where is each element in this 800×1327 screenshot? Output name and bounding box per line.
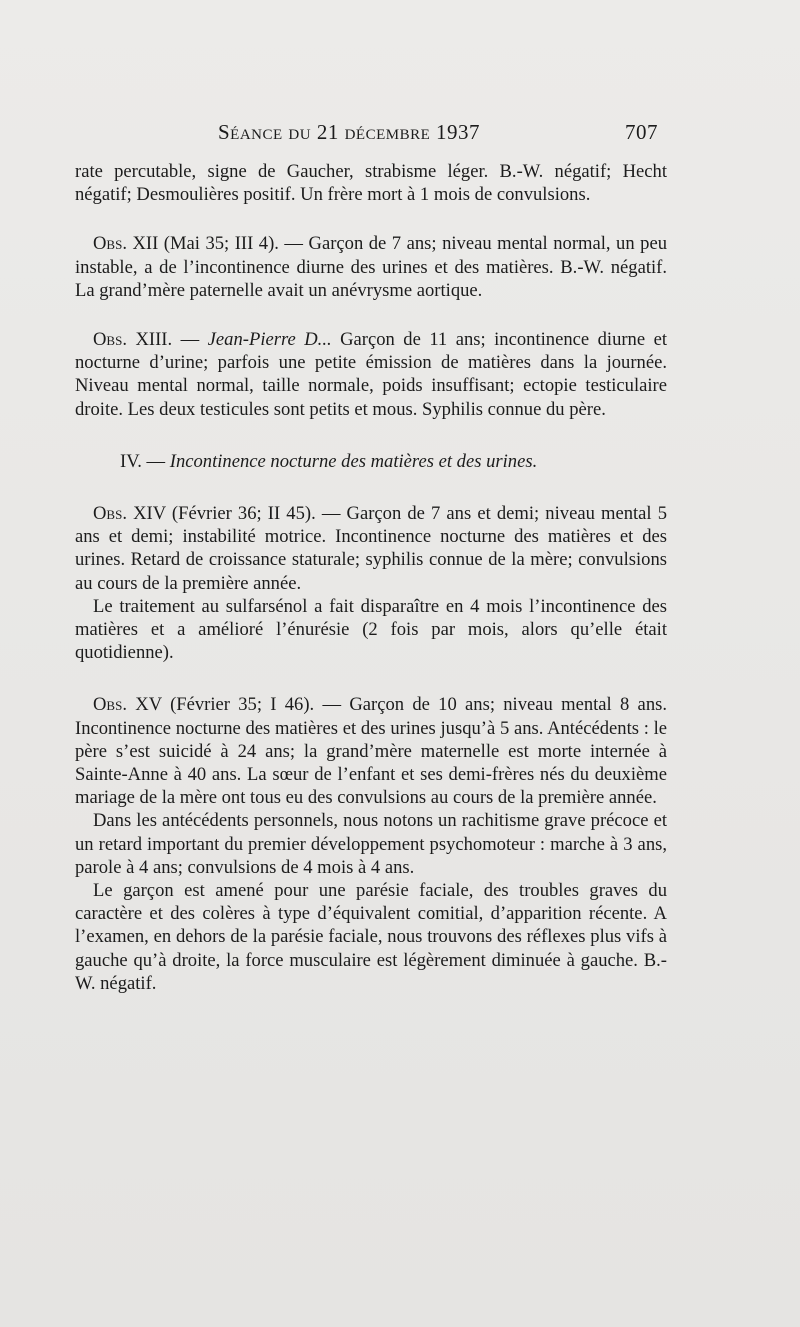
section-heading: [75, 450, 667, 473]
observation-12: [75, 232, 667, 302]
running-head-day: 21: [316, 120, 339, 144]
obs-label: Obs.: [93, 329, 127, 351]
patient-name: Jean-Pierre D...: [207, 329, 332, 351]
paragraph-continuation: [75, 160, 667, 206]
page-header: [218, 120, 658, 150]
page-number: 707: [625, 120, 658, 144]
paragraph-text: Le traitement au sulfarsénol a fait disparaître en 4 mois l’incontinence des matières et a amélioré l’énurésie (2 fois par mois, alors qu’elle était quotidienne).: [75, 595, 667, 664]
obs-pre: XIII. —: [126, 329, 208, 351]
observation-13: [75, 328, 667, 421]
section-title: Incontinence nocturne des matières et des urines.: [169, 450, 538, 472]
obs-text: XV (Février 35; I 46). — Garçon de 10 ans; niveau mental 8 ans. Incontinence nocturne des matières et des urines jusqu’à 5 ans. Antécédents : le père s’est suicidé à 24 ans; la grand’mère maternelle est morte internée à Sainte-Anne à 40 ans. La sœur de l’enfant et ses demi-frères nés du deuxième mariage de la mère ont tous eu des convulsions au cours de la première année.: [75, 694, 667, 809]
observation-14-continued: [75, 595, 667, 665]
obs-text: Garçon de 11 ans; incontinence diurne et nocturne d’urine; parfois une petite émission de matières dans la journée. Niveau mental normal, taille normale, poids insuffisant; ectopie testiculaire droite. Les deux testicules sont petits et mous. Syphilis connue du père.: [75, 329, 667, 420]
running-head-month: décembre: [344, 120, 431, 144]
obs-text: XII (Mai 35; III 4). — Garçon de 7 ans; niveau mental normal, un peu instable, a de l’incontinence diurne des urines et des matières. B.-W. négatif. La grand’mère paternelle avait un anévrysme aortique.: [75, 233, 667, 301]
paragraph-text: Dans les antécédents personnels, nous notons un rachitisme grave précoce et un retard important du premier développement psychomoteur : marche à 3 ans, parole à 4 ans; convulsions de 4 mois à 4 ans.: [75, 810, 667, 878]
paragraph-text: rate percutable, signe de Gaucher, strabisme léger. B.-W. négatif; Hecht négatif; Desmoulières positif. Un frère mort à 1 mois de convulsions.: [75, 161, 667, 206]
observation-14: [75, 502, 667, 595]
observation-15-exam: [75, 879, 667, 995]
page-body: [75, 160, 667, 995]
section-numeral: IV. —: [120, 450, 170, 472]
paragraph-text: Le garçon est amené pour une parésie faciale, des troubles graves du caractère et des colères à type d’équivalent comitial, d’apparition récente. A l’examen, en dehors de la parésie faciale, nous trouvons des réflexes plus vifs à gauche qu’à droite, la force musculaire est légèrement diminuée à gauche. B.-W. négatif.: [75, 880, 667, 994]
obs-label: Obs.: [93, 694, 127, 716]
obs-text: XIV (Février 36; II 45). — Garçon de 7 ans et demi; niveau mental 5 ans et demi; instabilité motrice. Incontinence nocturne des matières et des urines. Retard de croissance staturale; syphilis connue de la mère; convulsions au cours de la première année.: [75, 503, 667, 594]
running-head-year: 1937: [436, 120, 481, 144]
obs-label: Obs.: [93, 503, 127, 525]
running-head: [218, 120, 480, 145]
obs-label: Obs.: [93, 233, 127, 255]
observation-15-history: [75, 809, 667, 879]
observation-15: [75, 693, 667, 809]
running-head-pre: Séance du: [218, 120, 312, 144]
